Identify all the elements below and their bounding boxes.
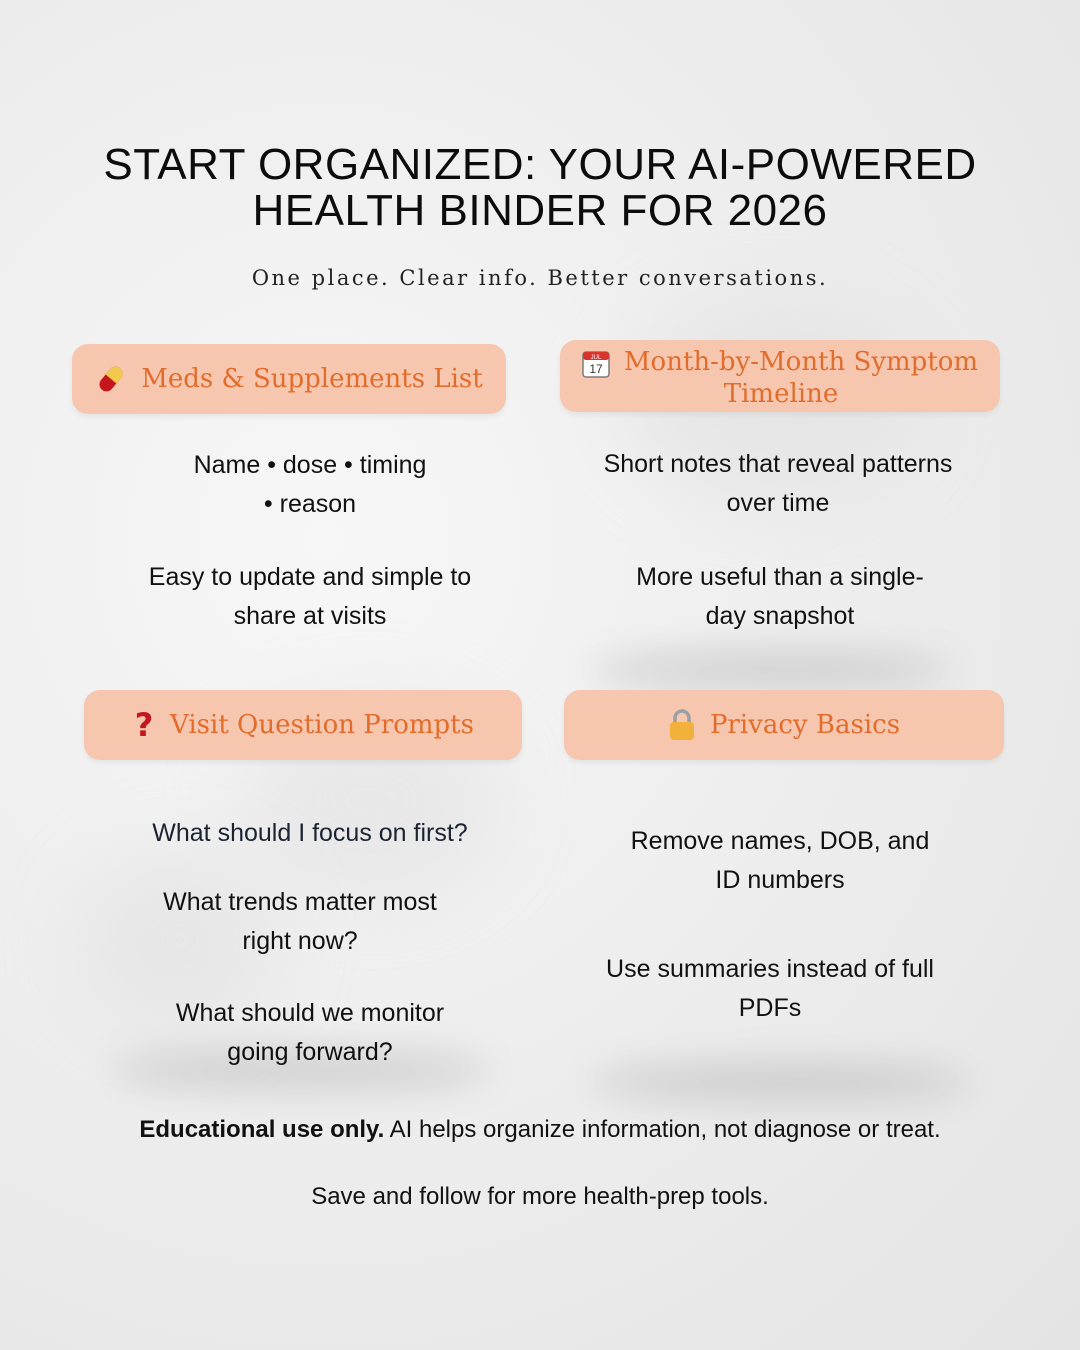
- meds-section-title: Meds & Supplements List: [141, 364, 483, 394]
- meds-details: [90, 446, 530, 524]
- meds-details-line-1: Name • dose • timing: [193, 451, 427, 479]
- timeline-details-line-2: over time: [726, 489, 830, 517]
- page-title-line-1: START ORGANIZED: YOUR AI-POWERED: [103, 140, 977, 189]
- meds-section-header: [72, 344, 506, 414]
- drop-shadow: [110, 1050, 490, 1090]
- drop-shadow: [590, 1062, 970, 1102]
- privacy-tip-2-line-2: PDFs: [738, 994, 802, 1022]
- question-3-line-2: going forward?: [227, 1038, 393, 1066]
- disclaimer-text: AI helps organize information, not diagnose or treat.: [384, 1116, 941, 1143]
- page-title-line-2: HEALTH BINDER FOR 2026: [252, 186, 828, 235]
- page-subtitle: One place. Clear info. Better conversations.: [251, 266, 829, 290]
- questions-section-title: Visit Question Prompts: [170, 710, 474, 740]
- timeline-title-line-1: Month-by-Month Symptom: [623, 347, 979, 377]
- question-mark-icon: ?: [134, 706, 154, 744]
- page-title: [0, 142, 1080, 234]
- meds-details-line-2: • reason: [263, 490, 357, 518]
- timeline-benefit: [560, 558, 1000, 636]
- calendar-icon-month: JUL: [590, 355, 602, 361]
- disclaimer-bold: Educational use only.: [139, 1116, 385, 1143]
- timeline-section-title: [624, 346, 978, 410]
- privacy-tip-1-line-1: Remove names, DOB, and: [630, 827, 930, 855]
- timeline-section-header: [560, 340, 1000, 412]
- questions-section-header: [84, 690, 522, 760]
- meds-benefit-line-2: share at visits: [233, 602, 387, 630]
- pill-icon: [95, 363, 127, 395]
- timeline-title-line-2: Timeline: [723, 379, 839, 409]
- question-3-line-1: What should we monitor: [175, 999, 445, 1027]
- privacy-section-title: Privacy Basics: [709, 710, 901, 740]
- question-2-line-2: right now?: [242, 927, 358, 955]
- timeline-details-line-1: Short notes that reveal patterns: [603, 450, 953, 478]
- question-1: What should I focus on first?: [152, 819, 468, 847]
- timeline-details: [560, 445, 996, 523]
- meds-benefit: [90, 558, 530, 636]
- timeline-benefit-line-1: More useful than a single-: [636, 563, 924, 591]
- drop-shadow: [590, 650, 950, 690]
- lock-icon: [668, 709, 696, 741]
- privacy-tip-2: [550, 950, 990, 1028]
- privacy-tip-2-line-1: Use summaries instead of full: [606, 955, 934, 983]
- call-to-action: Save and follow for more health-prep tools.: [311, 1183, 769, 1210]
- calendar-icon-day: 17: [589, 362, 603, 376]
- question-2: [80, 883, 520, 961]
- meds-benefit-line-1: Easy to update and simple to: [148, 563, 472, 591]
- privacy-tip-1: [560, 822, 1000, 900]
- privacy-tip-1-line-2: ID numbers: [715, 866, 845, 894]
- disclaimer: [0, 1116, 1080, 1144]
- question-2-line-1: What trends matter most: [163, 888, 437, 916]
- calendar-icon: [582, 350, 610, 378]
- privacy-section-header: [564, 690, 1004, 760]
- timeline-benefit-line-2: day snapshot: [705, 602, 855, 630]
